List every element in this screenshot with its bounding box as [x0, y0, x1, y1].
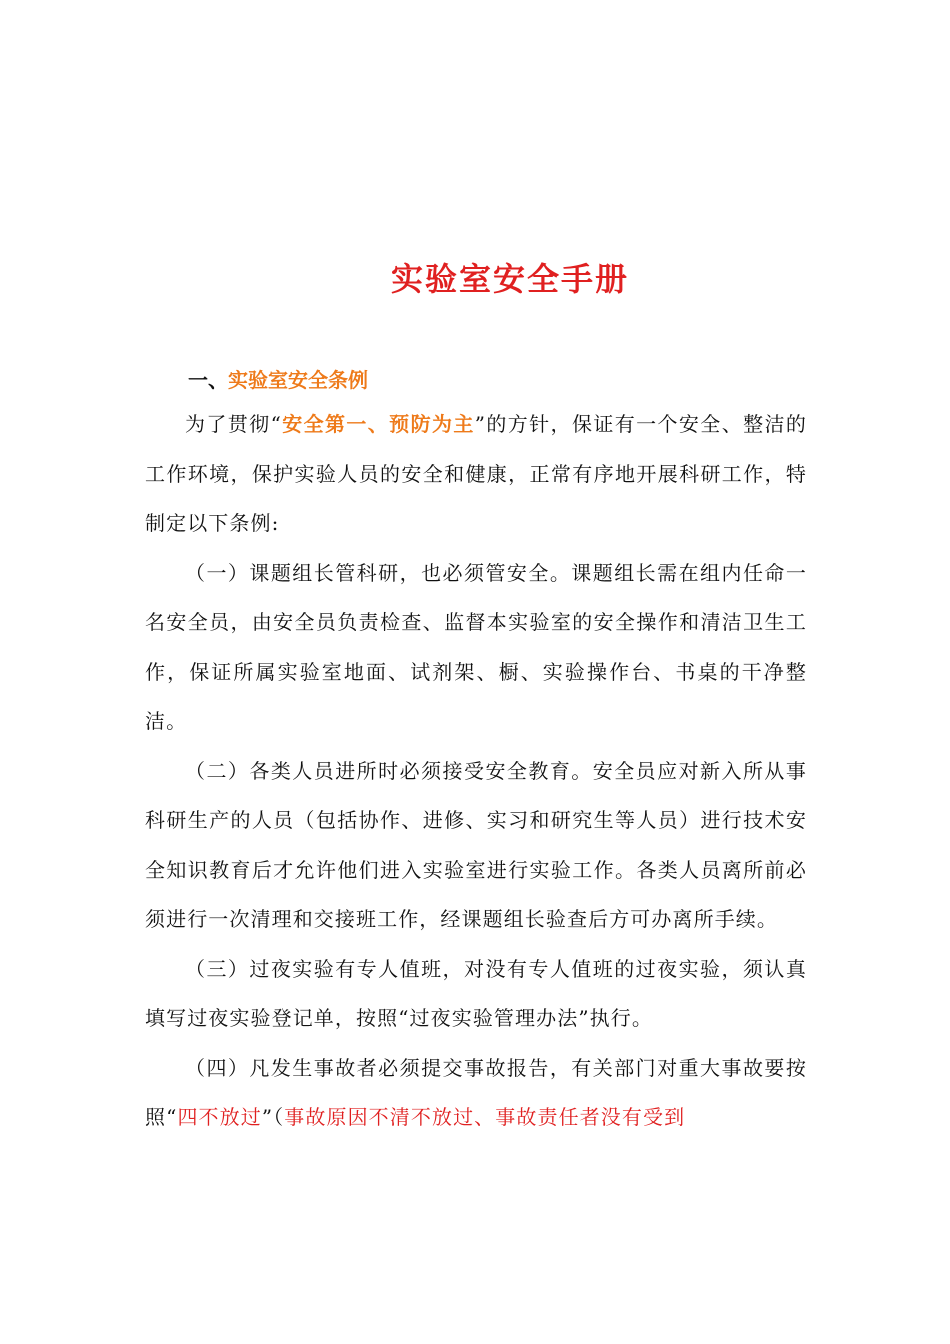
- clause-4-red-term: 四不放过: [177, 1105, 262, 1129]
- clause-4-text: （四）凡发生事故者必须提交事故报告，有关部门对重大事故要按照“: [145, 1055, 807, 1129]
- document-body: [145, 400, 807, 1143]
- clause-4-red-text: 事故原因不清不放过、事故责任者没有受到: [284, 1105, 686, 1129]
- intro-motto: 安全第一、预防为主: [281, 412, 475, 436]
- document-title: 实验室安全手册: [390, 260, 629, 298]
- intro-suffix: ”的方针，保证有一个安全、整洁的工作环境，保护实验人员的安全和健康，正常有序地开展科研工作，特制定以下条例:: [145, 412, 807, 535]
- intro-prefix: 为了贯彻“: [185, 412, 282, 436]
- clause-4: [145, 1044, 807, 1143]
- section-number: 一、: [188, 368, 228, 392]
- clause-3: （三）过夜实验有专人值班，对没有专人值班的过夜实验，须认真填写过夜实验登记单，按照“过夜实验管理办法”执行。: [145, 956, 807, 1030]
- intro-paragraph: [145, 400, 807, 549]
- clause-4-close-quote: ”（: [261, 1105, 285, 1129]
- clause-1: （一）课题组长管科研，也必须管安全。课题组长需在组内任命一名安全员，由安全员负责检查、监督本实验室的安全操作和清洁卫生工作，保证所属实验室地面、试剂架、橱、实验操作台、书桌的干净整洁。: [145, 560, 807, 733]
- section-heading: [188, 364, 368, 393]
- clause-2: （二）各类人员进所时必须接受安全教育。安全员应对新入所从事科研生产的人员（包括协作、进修、实习和研究生等人员）进行技术安全知识教育后才允许他们进入实验室进行实验工作。各类人员离所前必须进行一次清理和交接班工作，经课题组长验查后方可办离所手续。: [145, 758, 807, 931]
- section-label: 实验室安全条例: [228, 368, 368, 392]
